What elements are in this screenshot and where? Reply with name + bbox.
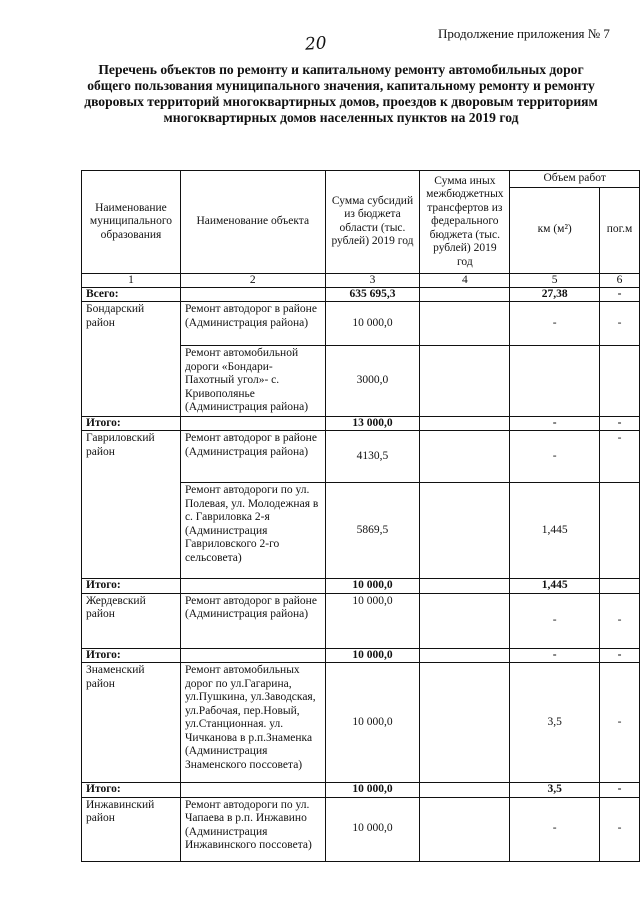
subsidy-cell: 4130,5 [325, 431, 420, 483]
subtotal-pm: - [599, 416, 639, 431]
subtotal-row [82, 416, 640, 431]
column-number: 6 [599, 273, 639, 287]
subtotal-label: Итого: [82, 416, 181, 431]
km-cell: - [510, 593, 600, 648]
column-number: 5 [510, 273, 600, 287]
pm-cell: - [599, 663, 639, 783]
column-number: 2 [180, 273, 325, 287]
subtotal-subsidy: 13 000,0 [325, 416, 420, 431]
km-cell: 1,445 [510, 483, 600, 579]
object-cell: Ремонт автомобильной дороги «Бондари-Пахотный угол»- с. Кривополянье (Администрация района) [180, 346, 325, 417]
subtotal-subsidy: 10 000,0 [325, 579, 420, 594]
objects-table [81, 170, 640, 862]
subtotal-label: Итого: [82, 648, 181, 663]
subtotal-km: 1,445 [510, 579, 600, 594]
header-object: Наименование объекта [180, 171, 325, 274]
total-label: Всего: [82, 287, 181, 302]
subtotal-km: - [510, 416, 600, 431]
header-row [82, 171, 640, 188]
table-row [82, 431, 640, 483]
subtotal-label: Итого: [82, 783, 181, 798]
column-number: 3 [325, 273, 420, 287]
header-km: км (м²) [510, 187, 600, 273]
municipality-cell: Бондарский район [82, 302, 181, 417]
header-pm: пог.м [599, 187, 639, 273]
km-cell: - [510, 797, 600, 861]
pm-cell: - [599, 593, 639, 648]
header-subsidy: Сумма субсидий из бюджета области (тыс. рублей) 2019 год [325, 171, 420, 274]
object-cell: Ремонт автодороги по ул. Полевая, ул. Молодежная в с. Гавриловка 2-я (Администрация Гавриловского 2-го сельсовета) [180, 483, 325, 579]
subtotal-row [82, 648, 640, 663]
subsidy-cell: 5869,5 [325, 483, 420, 579]
header-municipality: Наименование муниципального образования [82, 171, 181, 274]
subtotal-row [82, 579, 640, 594]
column-number-row [82, 273, 640, 287]
subtotal-label: Итого: [82, 579, 181, 594]
object-cell: Ремонт автодорог в районе (Администрация района) [180, 302, 325, 346]
column-number: 1 [82, 273, 181, 287]
handwritten-page-number: 20 [304, 33, 328, 55]
subtotal-subsidy: 10 000,0 [325, 783, 420, 798]
subtotal-km: 3,5 [510, 783, 600, 798]
header-transfers: Сумма иных межбюджетных трансфертов из федерального бюджета (тыс. рублей) 2019 год [420, 171, 510, 274]
grand-total-row [82, 287, 640, 302]
km-cell: 3,5 [510, 663, 600, 783]
subsidy-cell: 10 000,0 [325, 593, 420, 648]
km-cell: - [510, 302, 600, 346]
table-row [82, 797, 640, 861]
object-cell: Ремонт автомобильных дорог по ул.Гагарина, ул.Пушкина, ул.Заводская, ул.Рабочая, пер.Новый, ул.Станционная. ул. Чичканова в р.п.Знаменка (Администрация Знаменского поссовета) [180, 663, 325, 783]
pm-cell: - [599, 431, 639, 483]
subsidy-cell: 10 000,0 [325, 302, 420, 346]
subtotal-km: - [510, 648, 600, 663]
municipality-cell: Инжавинский район [82, 797, 181, 861]
subtotal-pm: - [599, 783, 639, 798]
object-cell: Ремонт автодорог в районе (Администрация района) [180, 593, 325, 648]
header-volume: Объем работ [510, 171, 640, 188]
document-title: Перечень объектов по ремонту и капитальному ремонту автомобильных дорог общего пользования муниципального значения, капитальному ремонту и ремонту дворовых территорий многоквартирных домов, проездов к дворовым территориям многоквартирных домов населенных пунктов на 2019 год [84, 62, 598, 125]
municipality-cell: Знаменский район [82, 663, 181, 783]
municipality-cell: Гавриловский район [82, 431, 181, 579]
appendix-label: Продолжение приложения № 7 [438, 26, 610, 41]
total-km: 27,38 [510, 287, 600, 302]
subsidy-cell: 3000,0 [325, 346, 420, 417]
municipality-cell: Жердевский район [82, 593, 181, 648]
km-cell: - [510, 431, 600, 483]
column-number: 4 [420, 273, 510, 287]
pm-cell: - [599, 797, 639, 861]
subsidy-cell: 10 000,0 [325, 797, 420, 861]
subtotal-row [82, 783, 640, 798]
table-row [82, 663, 640, 783]
object-cell: Ремонт автодорог в районе (Администрация района) [180, 431, 325, 483]
total-subsidy: 635 695,3 [325, 287, 420, 302]
object-cell: Ремонт автодороги по ул. Чапаева в р.п. Инжавино (Администрация Инжавинского поссовета) [180, 797, 325, 861]
subtotal-subsidy: 10 000,0 [325, 648, 420, 663]
table-row [82, 593, 640, 648]
total-pm: - [599, 287, 639, 302]
subsidy-cell: 10 000,0 [325, 663, 420, 783]
pm-cell: - [599, 302, 639, 346]
subtotal-pm: - [599, 648, 639, 663]
table-row [82, 302, 640, 346]
